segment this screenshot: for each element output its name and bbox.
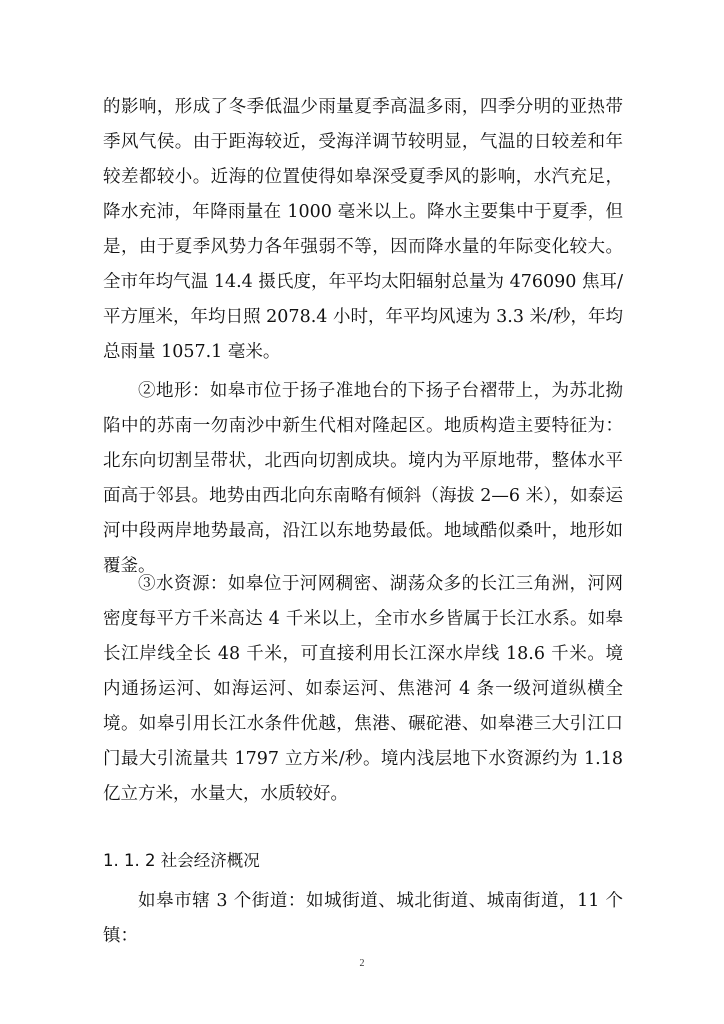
- water-resources-paragraph: [103, 567, 623, 812]
- water-resources-paragraph-text: ③水资源：如皋位于河网稠密、湖荡众多的长江三角洲，河网密度每平方千米高达 4 千米以上，全市水乡皆属于长江水系。如皋长江岸线全长 48 千米，可直接利用长江深水岸线 18.6 千米。境内通扬运河、如海运河、如泰运河、焦港河 4 条一级河道纵横全境。如皋引用长江水条件优越，焦港、碾砣港、如皋港三大引江口门最大引流量共 1797 立方米/秒。境内浅层地下水资源约为 1.18 亿立方米，水量大，水质较好。: [103, 574, 623, 804]
- climate-paragraph-text: 的影响，形成了冬季低温少雨量夏季高温多雨，四季分明的亚热带季风气侯。由于距海较近，受海洋调节较明显，气温的日较差和年较差都较小。近海的位置使得如皋深受夏季风的影响，水汽充足，降水充沛，年降雨量在 1000 毫米以上。降水主要集中于夏季，但是，由于夏季风势力各年强弱不等，因而降水量的年际变化较大。全市年均气温 14.4 摄氏度，年平均太阳辐射总量为 476090 焦耳/平方厘米，年均日照 2078.4 小时，年平均风速为 3.3 米/秒，年均总雨量 1057.1 毫米。: [103, 97, 623, 362]
- page-number: 2: [359, 958, 365, 969]
- section-heading: 1. 1. 2 社会经济概况: [103, 851, 260, 870]
- terrain-paragraph-text: ②地形：如皋市位于扬子准地台的下扬子台褶带上，为苏北拗陷中的苏南一勿南沙中新生代相对隆起区。地质构造主要特征为：北东向切割呈带状，北西向切割成块。境内为平原地带，整体水平面高于邻县。地势由西北向东南略有倾斜（海拔 2—6 米），如泰运河中段两岸地势最高，沿江以东地势最低。地域酷似桑叶，地形如覆釜。: [103, 381, 623, 576]
- climate-paragraph: [103, 90, 623, 370]
- economy-paragraph-text: 如皋市辖 3 个街道：如城街道、城北街道、城南街道，11 个镇：: [103, 891, 623, 946]
- terrain-paragraph: [103, 374, 623, 584]
- economy-paragraph: [103, 884, 623, 954]
